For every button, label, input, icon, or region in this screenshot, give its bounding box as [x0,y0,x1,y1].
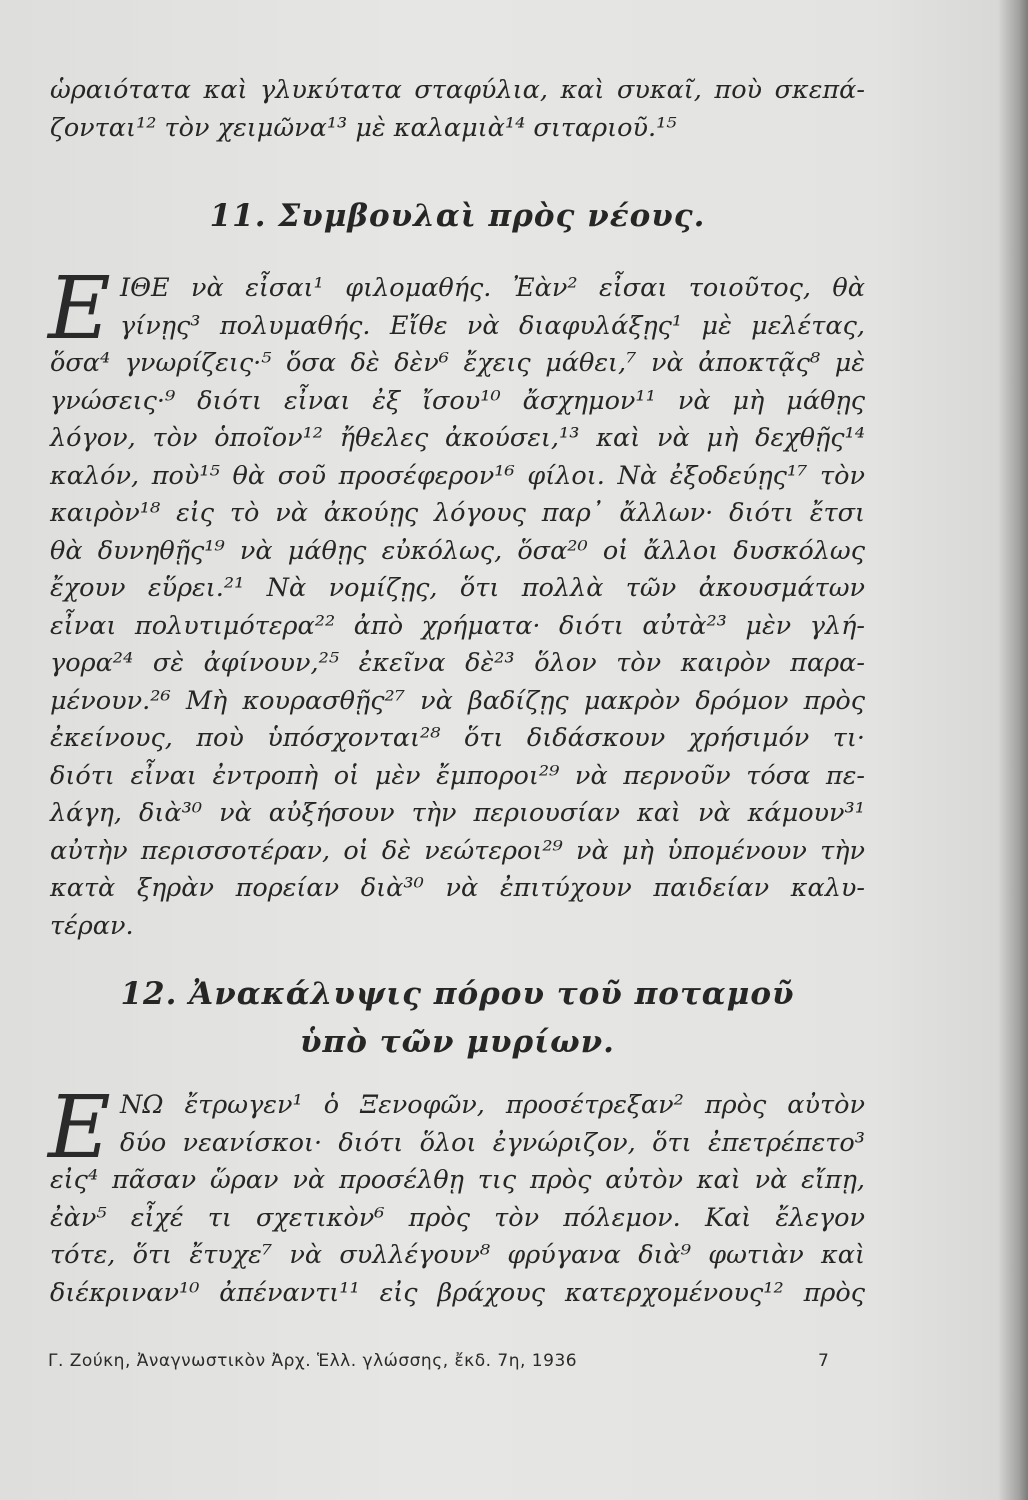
section-11-line: καιρὸν¹⁸ εἰς τὸ νὰ ἀκούῃς λόγους παρ᾽ ἄλλων· διότι ἔτσι [50,498,865,528]
footer-citation: Γ. Ζούκη, Ἀναγνωστικὸν Ἀρχ. Ἑλλ. γλώσσης, ἔκδ. 7η, 1936 [48,1351,578,1371]
section-11-line: εἶναι πολυτιμότερα²² ἀπὸ χρήματα· διότι αὐτὰ²³ μὲν γλή- [50,610,865,641]
section-11-line: γνώσεις·⁹ διότι εἶναι ἐξ ἴσου¹⁰ ἄσχημον¹¹ νὰ μὴ μάθῃς [50,385,865,416]
section-11-title: 11. Συμβουλαὶ πρὸς νέους. [209,198,706,234]
section-11-dropcap: Ε [48,259,111,359]
section-11-line: ὅσα⁴ γνωρίζεις·⁵ ὅσα δὲ δὲν⁶ ἔχεις μάθει,⁷ νὰ ἀποκτᾷς⁸ μὲ [50,348,865,378]
page-edge-shadow [998,0,1028,1500]
section-11-line: μένουν.²⁶ Μὴ κουρασθῇς²⁷ νὰ βαδίζῃς μακρὸν δρόμον πρὸς [50,685,865,716]
section-11-line: ΙΘΕ νὰ εἶσαι¹ φιλομαθής. Ἐὰν² εἶσαι τοιοῦτος, θὰ [120,273,865,303]
intro-line: ζονται¹² τὸν χειμῶνα¹³ μὲ καλαμιὰ¹⁴ σιταριοῦ.¹⁵ [50,112,677,143]
section-11-line: διότι εἶναι ἐντροπὴ οἱ μὲν ἔμποροι²⁹ νὰ περνοῦν τόσα πε- [50,760,865,791]
section-12-dropcap: Ε [48,1078,111,1178]
section-11-line: γορα²⁴ σὲ ἀφίνουν,²⁵ ἐκεῖνα δὲ²³ ὅλον τὸν καιρὸν παρα- [50,648,865,678]
section-12-line: ΝΩ ἔτρωγεν¹ ὁ Ξενοφῶν, προσέτρεξαν² πρὸς αὐτὸν [120,1090,865,1120]
section-11-line: λόγον, τὸν ὁποῖον¹² ἤθελες ἀκούσει,¹³ καὶ νὰ μὴ δεχθῇς¹⁴ [50,423,865,453]
section-12-paragraph [48,1078,865,1312]
section-11-line: καλόν, ποὺ¹⁵ θὰ σοῦ προσέφερον¹⁶ φίλοι. Νὰ ἐξοδεύῃς¹⁷ τὸν [50,460,865,491]
section-12-line: διέκριναν¹⁰ ἀπέναντι¹¹ εἰς βράχους κατερχομένους¹² πρὸς [50,1277,865,1308]
section-11-line: κατὰ ξηρὰν πορείαν διὰ³⁰ νὰ ἐπιτύχουν παιδείαν καλυ- [50,873,865,903]
section-11-line: λάγη, διὰ³⁰ νὰ αὐξήσουν τὴν περιουσίαν καὶ νὰ κάμουν³¹ [50,798,865,828]
section-12-line: τότε, ὅτι ἔτυχε⁷ νὰ συλλέγουν⁸ φρύγανα διὰ⁹ φωτιὰν καὶ [50,1240,865,1270]
intro-paragraph [50,72,865,147]
section-11-line: θὰ δυνηθῇς¹⁹ νὰ μάθῃς εὐκόλως, ὅσα²⁰ οἱ ἄλλοι δυσκόλως [50,535,865,566]
section-12-line: ἐὰν⁵ εἶχέ τι σχετικὸν⁶ πρὸς τὸν πόλεμον. Καὶ ἔλεγον [50,1202,865,1233]
section-11-line: αὐτὴν περισσοτέραν, οἱ δὲ νεώτεροι²⁹ νὰ μὴ ὑπομένουν τὴν [50,835,865,866]
page-number: 7 [818,1351,829,1371]
section-12-line: δύο νεανίσκοι· διότι ὅλοι ἐγνώριζον, ὅτι ἐπετρέπετο³ [120,1127,865,1158]
section-11-line: ἔχουν εὕρει.²¹ Νὰ νομίζῃς, ὅτι πολλὰ τῶν ἀκουσμάτων [50,573,865,603]
section-11-line: τέραν. [50,910,134,941]
section-11-line: ἐκείνους, ποὺ ὑπόσχονται²⁸ ὅτι διδάσκουν χρήσιμόν τι· [50,723,865,753]
intro-line: ὡραιότατα καὶ γλυκύτατα σταφύλια, καὶ συκαῖ, ποὺ σκεπά- [50,75,865,105]
section-11-paragraph [50,270,865,945]
section-12-title-line2: ὑπὸ τῶν μυρίων. [300,1024,615,1060]
section-11-line: γίνῃς³ πολυμαθής. Εἴθε νὰ διαφυλάξῃς¹ μὲ μελέτας, [120,310,865,341]
section-12-title-line1: 12. Ἀνακάλυψις πόρου τοῦ ποταμοῦ [120,976,795,1012]
section-12-line: εἰς⁴ πᾶσαν ὥραν νὰ προσέλθῃ τις πρὸς αὐτὸν καὶ νὰ εἴπῃ, [50,1165,865,1195]
